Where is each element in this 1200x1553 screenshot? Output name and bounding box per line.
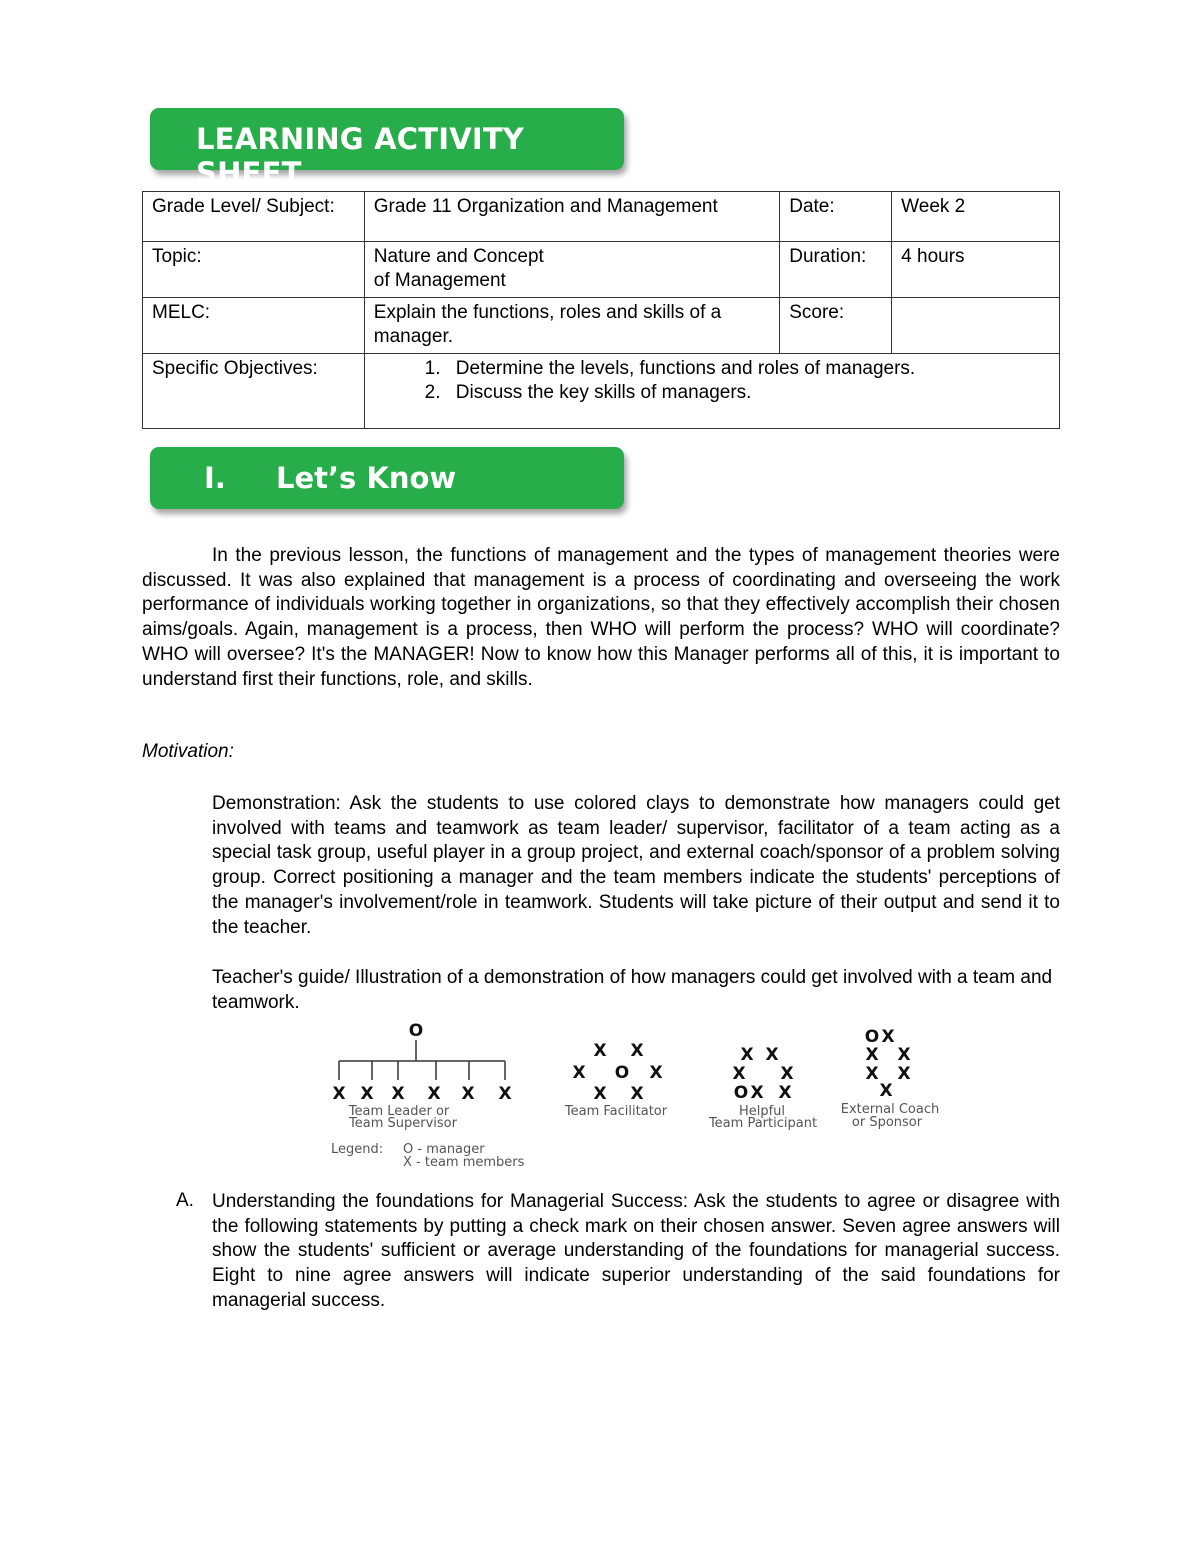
member-symbol: X [649,1063,663,1083]
intro-paragraph: In the previous lesson, the functions of management and the types of management theories were discussed. It was also explained that management is a process of coordinating and overseeing the work performance of individuals working together in organizations, so that they effectively accomplish their chosen aims/goals. Again, management is a process, then WHO will perform the process? WHO will coordinate? WHO will oversee? It's the MANAGER! Now to know how this Manager performs all of this, it is important to understand first their functions, role, and skills. [142,545,1060,690]
member-symbol: X [427,1084,441,1104]
learning-activity-sheet-banner [150,108,624,190]
member-symbol: X [897,1045,911,1065]
member-symbol: X [740,1045,754,1065]
team-involvement-diagram [325,1018,965,1173]
member-symbol: X [865,1064,879,1084]
team-leader-label-line2: Team Supervisor [349,1116,457,1131]
topic-value-cell [364,242,779,298]
section-number: I. [204,461,226,495]
member-symbol: X [593,1041,607,1061]
manager-symbol: O [864,1027,880,1047]
member-symbol: X [391,1084,405,1104]
participant-label-line1: Helpful [738,1104,786,1119]
coach-label-line1: External Coach [840,1102,940,1117]
table-row [143,192,1060,242]
member-symbol: X [879,1081,893,1101]
teacher-guide-paragraph: Teacher's guide/ Illustration of a demonstration of how managers could get involved with a team and teamwork. [212,967,1053,1013]
member-symbol: X [360,1084,374,1104]
member-symbol: X [732,1064,746,1084]
member-symbol: X [593,1084,607,1104]
manager-symbol: O [408,1021,424,1041]
member-symbol: X [881,1027,895,1047]
item-a-paragraph: Understanding the foundations for Managerial Success: Ask the students to agree or disagree with the following statements by putting a check mark on their chosen answer. Seven agree answers will show the students' sufficient or average understanding of the foundations for managerial success. Eight to nine agree answers will indicate superior understanding of the said foundations for managerial success. [212,1191,1060,1311]
demonstration-paragraph: Demonstration: Ask the students to use colored clays to demonstrate how managers could get involved with teams and teamwork as team leader/ supervisor, facilitator of a team acting as a special task group, useful player in a group project, and external coach/sponsor of a problem solving group. Correct positioning a manager and the team members indicate the students' perceptions of the manager's involvement/role in teamwork. Students will take picture of their output and send it to the teacher. [212,793,1060,938]
topic-value-line1: Nature and Concept [373,246,544,267]
facilitator-label: Team Facilitator [564,1104,668,1119]
member-symbol: X [332,1084,346,1104]
coach-label-line2: or Sponsor [851,1115,923,1130]
objectives-list [374,357,1051,405]
legend-members: X - team members [403,1155,525,1170]
score-label-cell: Score: [780,298,892,354]
date-value-cell: Week 2 [892,192,1060,242]
duration-value-cell: 4 hours [892,242,1060,298]
member-symbol: X [630,1084,644,1104]
melc-value-cell: Explain the functions, roles and skills of a manager. [364,298,779,354]
melc-label-cell: MELC: [143,298,365,354]
manager-symbol: O [614,1063,630,1083]
member-symbol: X [765,1045,779,1065]
topic-label-cell: Topic: [143,242,365,298]
info-table [142,191,1060,429]
motivation-heading: Motivation: [142,741,234,762]
member-symbol: X [750,1083,764,1103]
duration-label-cell: Duration: [780,242,892,298]
participant-label-line2: Team Participant [708,1116,818,1131]
list-item: 1. Determine the levels, functions and roles of managers. [446,357,1051,381]
member-symbol: X [498,1084,512,1104]
member-symbol: X [780,1064,794,1084]
grade-value-cell: Grade 11 Organization and Management [364,192,779,242]
table-row [143,298,1060,354]
table-row [143,242,1060,298]
section-title: Let’s Know [276,461,457,495]
member-symbol: X [630,1041,644,1061]
topic-value-line2: of Management [373,270,506,291]
legend-title: Legend: [331,1142,384,1157]
member-symbol: X [865,1045,879,1065]
member-symbol: X [897,1064,911,1084]
list-item: 2. Discuss the key skills of managers. [446,381,1051,405]
team-leader-label-line1: Team Leader or [348,1104,450,1119]
member-symbol: X [572,1063,586,1083]
member-symbol: X [461,1084,475,1104]
objectives-label-cell: Specific Objectives: [143,354,365,429]
score-value-cell [892,298,1060,354]
objectives-value-cell [364,354,1059,429]
table-row [143,354,1060,429]
banner-title: LEARNING ACTIVITY SHEET [196,122,525,190]
legend-manager: O - manager [403,1142,485,1157]
item-a-marker: A. [176,1190,194,1211]
manager-symbol: O [733,1083,749,1103]
lets-know-banner [150,447,624,509]
grade-label-cell: Grade Level/ Subject: [143,192,365,242]
member-symbol: X [778,1083,792,1103]
date-label-cell: Date: [780,192,892,242]
